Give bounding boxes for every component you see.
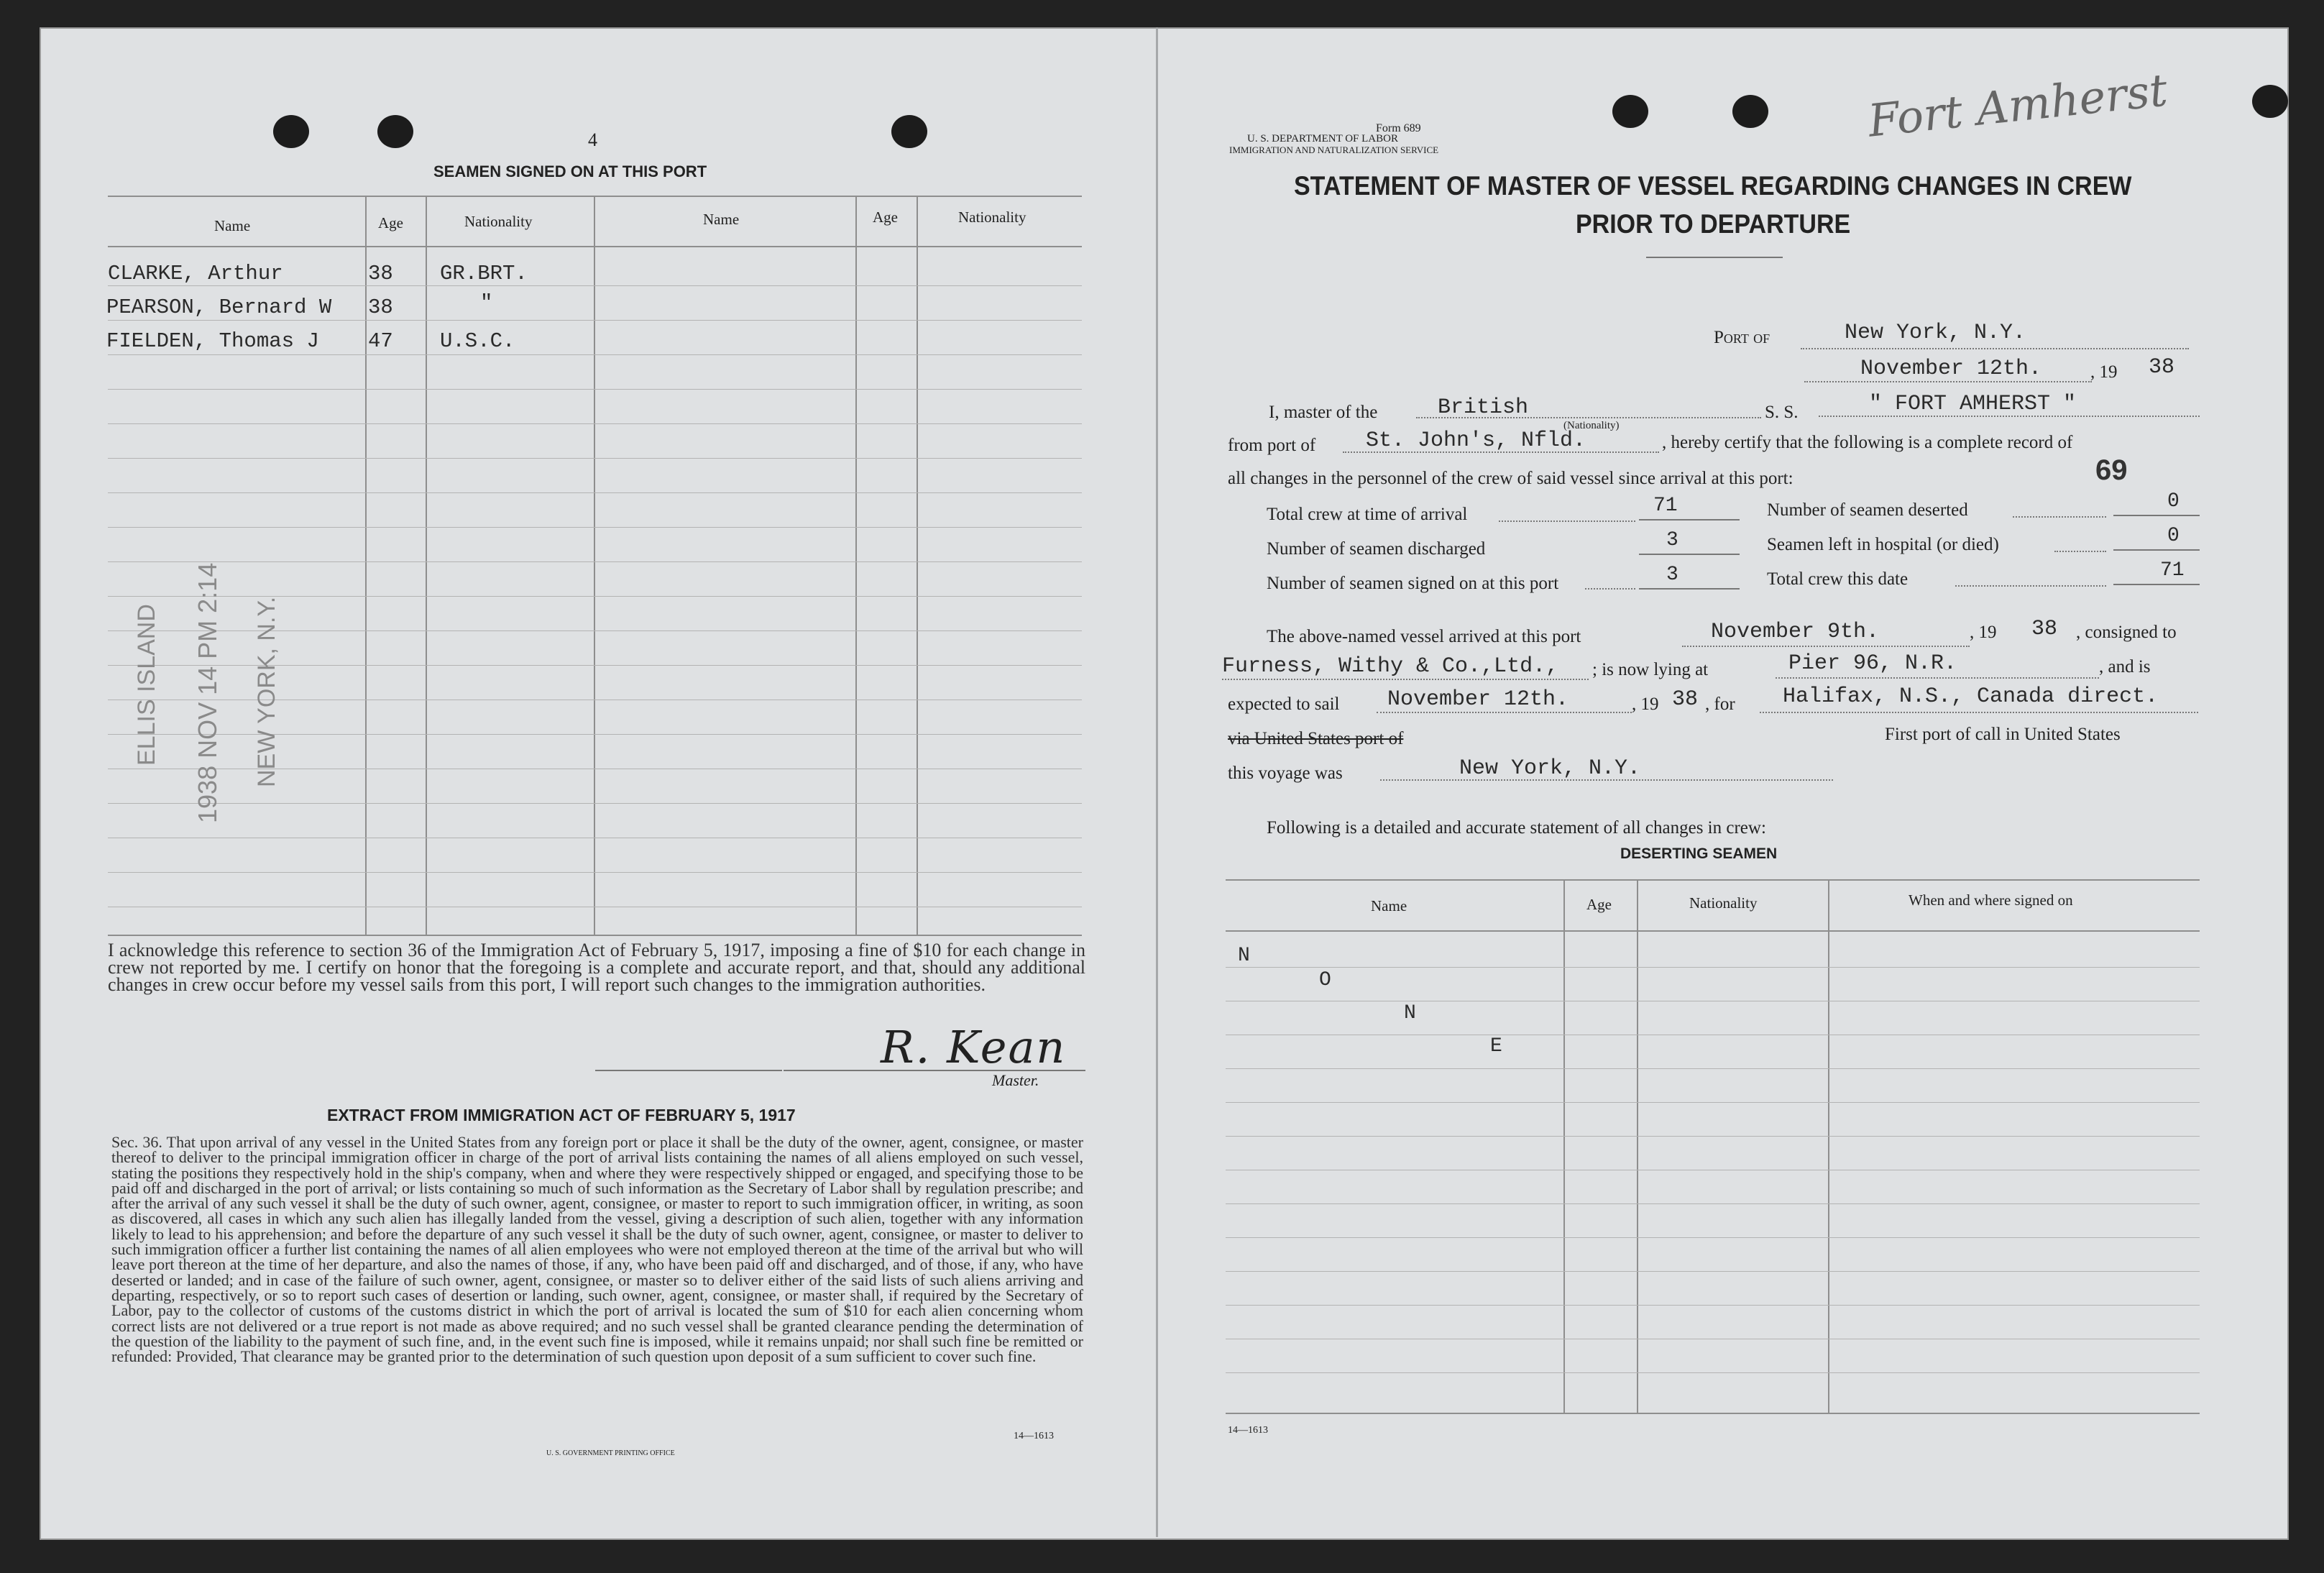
nationality-caption: (Nationality) (1563, 420, 1620, 431)
date-value: November 12th. (1860, 357, 2042, 381)
deserted-value: 0 (2167, 490, 2180, 513)
hospital-label: Seamen left in hospital (or died) (1767, 535, 1999, 554)
from-port-label: from port of (1228, 436, 1316, 455)
from-port-value: St. John's, Nfld. (1366, 428, 1586, 453)
punch-hole (1612, 95, 1648, 128)
acknowledgement-text: I acknowledge this reference to section 36 of the Immigration Act of February 5, 1917, imposing a fine of $10 for each change in crew not reported by me. I certify on honor that the foregoing is a complete and accurate report, and that, should any additional changes in crew occur before my vessel sails from this port, I will report such changes to the immigration authorities. (108, 940, 1085, 995)
right-form-code: 14—1613 (1228, 1425, 1268, 1436)
arrived-year-prefix: , 19 (1970, 623, 1997, 642)
arrived-year: 38 (2031, 617, 2058, 641)
table-row (106, 329, 319, 353)
seaman-name: PEARSON, Bernard W (106, 295, 332, 319)
col-header-name: Name (214, 217, 251, 234)
master-label: Master. (992, 1071, 1039, 1089)
first-port-value: New York, N.Y. (1459, 756, 1641, 781)
punch-hole (2252, 85, 2288, 118)
punch-hole (891, 115, 927, 148)
deserted-label: Number of seamen deserted (1767, 500, 1968, 520)
col-header-name-2: Name (703, 211, 740, 228)
discharged-value: 3 (1666, 529, 1678, 551)
printer-imprint: U. S. GOVERNMENT PRINTING OFFICE (546, 1449, 675, 1457)
none-letter: N (1238, 945, 1250, 967)
and-is-label: , and is (2099, 657, 2151, 677)
lying-label: ; is now lying at (1592, 660, 1709, 679)
port-value: New York, N.Y. (1845, 321, 2026, 345)
total-arrival-label: Total crew at time of arrival (1267, 505, 1468, 524)
col-header-age: Age (378, 214, 403, 231)
total-arrival-value: 71 (1653, 495, 1678, 517)
handwritten-note: Fort Amherst (1865, 63, 2170, 147)
desert-col-header-when-where: When and where signed on (1909, 891, 2073, 909)
page-fold (1156, 27, 1158, 1537)
seaman-name: CLARKE, Arthur (108, 262, 283, 285)
destination-value: Halifax, N.S., Canada direct. (1783, 684, 2159, 709)
year-prefix: , 19 (2090, 362, 2118, 382)
changes-text: all changes in the personnel of the crew of said vessel since arrival at this port: (1228, 469, 1793, 488)
certify-text: , hereby certify that the following is a complete record of (1662, 433, 2073, 452)
page-number: 4 (588, 129, 597, 150)
lying-value: Pier 96, N.R. (1788, 651, 1957, 676)
sail-date-value: November 12th. (1387, 687, 1569, 712)
desert-col-header-age: Age (1586, 896, 1612, 913)
left-page-title: SEAMEN SIGNED ON AT THIS PORT (433, 162, 707, 180)
nationality-value: British (1438, 395, 1529, 420)
form-title-line-2: PRIOR TO DEPARTURE (1576, 209, 1851, 239)
sail-year: 38 (1672, 687, 1699, 712)
master-signature: R. Kean (881, 1021, 1067, 1073)
seaman-age: 38 (368, 295, 393, 319)
deserting-title: DESERTING SEAMEN (1620, 845, 1778, 862)
col-header-nationality: Nationality (464, 213, 533, 230)
following-text: Following is a detailed and accurate statement of all changes in crew: (1267, 818, 1766, 838)
ship-name: " FORT AMHERST " (1869, 392, 2077, 416)
signed-on-label: Number of seamen signed on at this port (1267, 574, 1559, 593)
consigned-label: , consigned to (2076, 623, 2177, 642)
extract-text: Sec. 36. That upon arrival of any vessel in the United States from any foreign port or place it shall be the duty of the owner, agent, consignee, or master thereof to deliver to the principal immigration officer in charge of the port of arrival lists containing the names of all aliens employed on such vessel, stating the positions they respectively hold in the ship's company, when and where they were respectively shipped or engaged, and specifying those to be paid off and discharged in the port of arrival; or lists containing so much of such information as the Secretary of Labor shall by regulation prescribe; and after the arrival of any such vessel it shall be the duty of such owner, agent, consignee, or master to report to such immigration officer, in writing, as soon as discovered, all cases in which any such alien has illegally landed from the vessel, giving a description of such alien, together with any information likely to lead to his apprehension; and before the departure of any such vessel it shall be the duty of such owner, agent, consignee, or master to deliver to such immigration officer a further list containing the names of all alien employees who were not employed thereon at the time of the arrival but who will leave port thereon at the time of her departure, and also the names of those, if any, who have been paid off and discharged, and of those, if any, who have deserted or landed; and in case of the failure of such owner, agent, consignee, or master so to deliver either of the said lists of such aliens arriving and departing, respectively, or so to report such cases of desertion or landing, such owner, agent, consignee, or master shall, if required by the Secretary of Labor, pay to the collector of customs of the customs district in which the port of arrival is located the sum of $10 for each alien concerning whom correct lists are not delivered or a true report is not made as above required; and no such vessel shall be granted clearance pending the determination of the question of the liability to the payment of such fine, and, in the event such fine is imposed, while it remains unpaid; nor shall such fine be remitted or refunded: Provided, That clearance may be granted prior to the determination of such question upon deposit of a sum sufficient to cover such fine. (111, 1133, 1083, 1366)
seaman-name: FIELDEN, Thomas J (106, 329, 319, 353)
signed-on-value: 3 (1666, 564, 1678, 586)
none-letter: O (1319, 969, 1331, 991)
table-row (108, 262, 283, 285)
pencil-number: 69 (2095, 454, 2128, 486)
table-row (106, 295, 331, 319)
total-date-value: 71 (2160, 559, 2185, 582)
sail-year-prefix: , 19 (1632, 694, 1659, 714)
arrived-label: The above-named vessel arrived at this port (1267, 627, 1581, 646)
none-letter: E (1490, 1035, 1502, 1058)
via-label: via United States port of (1228, 729, 1404, 748)
seaman-age: 47 (368, 329, 393, 353)
desert-col-header-name: Name (1371, 897, 1407, 914)
this-voyage-label: this voyage was (1228, 763, 1343, 783)
year-value: 38 (2149, 355, 2175, 380)
hospital-value: 0 (2167, 525, 2180, 547)
seaman-nationality: GR.BRT. (440, 262, 528, 285)
col-header-age-2: Age (873, 208, 898, 226)
extract-title: EXTRACT FROM IMMIGRATION ACT OF FEBRUARY 5, 1917 (327, 1106, 796, 1124)
ss-label: S. S. (1765, 403, 1799, 422)
punch-hole (1732, 95, 1768, 128)
punch-hole (273, 115, 309, 148)
first-port-label: First port of call in United States (1885, 725, 2121, 744)
for-label: , for (1705, 694, 1735, 714)
desert-col-header-nationality: Nationality (1689, 894, 1758, 912)
consignee-value: Furness, Withy & Co.,Ltd., (1222, 654, 1559, 679)
form-title: STATEMENT OF MASTER OF VESSEL REGARDING CHANGES IN CREW (1294, 171, 2132, 201)
total-date-label: Total crew this date (1767, 569, 1909, 589)
seaman-nationality: " (480, 291, 493, 315)
none-letter: N (1404, 1002, 1416, 1024)
left-form-code: 14—1613 (1014, 1431, 1054, 1441)
seaman-nationality: U.S.C. (440, 329, 515, 353)
col-header-nationality-2: Nationality (958, 208, 1026, 226)
department-name: U. S. DEPARTMENT OF LABOR (1247, 133, 1398, 145)
arrived-value: November 9th. (1711, 620, 1880, 644)
seaman-age: 38 (368, 262, 393, 285)
service-name: IMMIGRATION AND NATURALIZATION SERVICE (1229, 145, 1439, 155)
master-of-label: I, master of the (1269, 403, 1378, 422)
punch-hole (377, 115, 413, 148)
form-number: Form 689 (1376, 122, 1421, 134)
expected-label: expected to sail (1228, 694, 1340, 714)
discharged-label: Number of seamen discharged (1267, 539, 1486, 559)
port-label: Port of (1714, 328, 1770, 347)
